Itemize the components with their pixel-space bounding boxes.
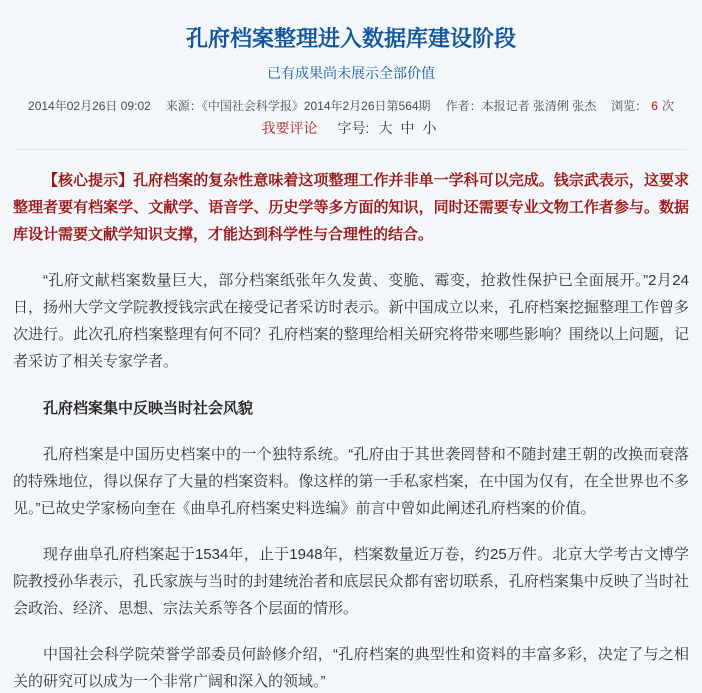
article-paragraph: “孔府文献档案数量巨大，部分档案纸张年久发黄、变脆、霉变，抢救性保护已全面展开。”2月24日，扬州大学文学院教授钱宗武在接受记者采访时表示。新中国成立以来，孔府档案挖掘整理工作曾多次进行。此次孔府档案整理有何不同？孔府档案的整理给相关研究将带来哪些影响？围绕以上问题，记者采访了相关专家学者。 — [13, 272, 689, 370]
article-paragraph: 孔府档案是中国历史档案中的一个独特系统。“孔府由于其世袭罔替和不随封建王朝的改换而衰落的特殊地位，得以保存了大量的档案资料。像这样的第一手私家档案，在中国为仅有，在全世界也不多见。”已故史学家杨向奎在《曲阜孔府档案史料选编》前言中曾如此阐述孔府档案的价值。 — [13, 446, 689, 517]
author-value: 本报记者 张清俐 张杰 — [481, 99, 597, 113]
author-info — [446, 99, 597, 113]
article-paragraph: 现存曲阜孔府档案起于1534年，止于1948年，档案数量近万卷，约25万件。北京大学考古文博学院教授孙华表示，孔氏家族与当时的封建统治者和底层民众都有密切联系，孔府档案集中反映了当时社会政治、经济、思想、宗法关系等各个层面的情形。 — [13, 546, 689, 617]
font-size-label: 字号: — [337, 120, 370, 136]
article-paragraph: 中国社会科学院荣誉学部委员何龄修介绍，“孔府档案的典型性和资料的丰富多彩，决定了与之相关的研究可以成为一个非常广阔和深入的领域。” — [13, 646, 689, 690]
views-label: 浏览： — [611, 99, 648, 113]
page-title: 孔府档案整理进入数据库建设阶段 — [185, 26, 516, 51]
views-info — [611, 99, 674, 113]
page-subtitle: 已有成果尚未展示全部价值 — [267, 65, 435, 81]
header-divider — [15, 149, 687, 150]
source-label: 来源： — [165, 99, 202, 113]
core-tip-paragraph: 【核心提示】孔府档案的复杂性意味着这项整理工作并非单一学科可以完成。钱宗武表示，这要求整理者要有档案学、文献学、语音学、历史学等多方面的知识，同时还需要专业文物工作者参与。数据库设计需要文献学知识支撑，才能达到科学性与合理性的结合。 — [13, 172, 689, 243]
author-label: 作者： — [445, 99, 482, 113]
section-heading: 孔府档案集中反映当时社会风貌 — [43, 400, 254, 417]
font-size-large-link[interactable]: 大 — [378, 120, 393, 136]
publish-date: 2014年02月26日 09:02 — [28, 99, 151, 113]
article-toolbar — [13, 120, 689, 136]
comment-link[interactable]: 我要评论 — [261, 120, 318, 136]
font-size-small-link[interactable]: 小 — [422, 120, 437, 136]
source-value: 《中国社会科学报》2014年2月26日第564期 — [201, 99, 431, 113]
source-info — [166, 99, 431, 113]
views-count: 6 — [651, 99, 658, 113]
views-unit: 次 — [661, 99, 674, 113]
article-meta — [13, 99, 689, 113]
font-size-medium-link[interactable]: 中 — [400, 120, 415, 136]
article-body — [13, 167, 689, 693]
